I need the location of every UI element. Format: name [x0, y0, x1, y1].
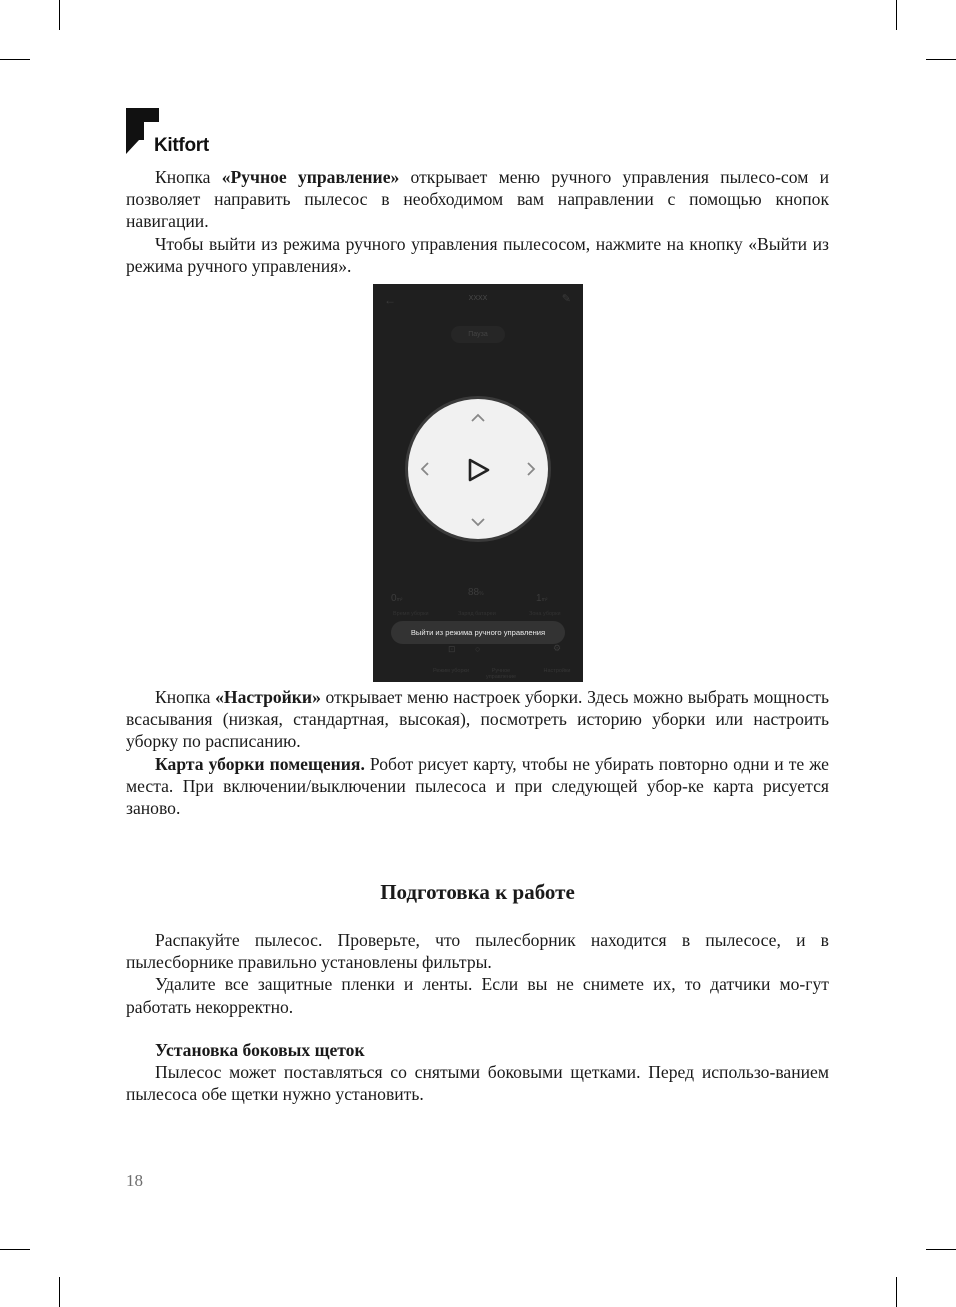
- back-arrow-icon[interactable]: ←: [384, 293, 396, 307]
- arrow-right-icon[interactable]: [528, 463, 534, 475]
- manual-icon[interactable]: ○: [475, 644, 481, 654]
- play-icon[interactable]: [470, 460, 488, 480]
- edit-icon[interactable]: ✎: [561, 293, 571, 305]
- crop-mark: [0, 59, 30, 60]
- remove-films-paragraph: Удалите все защитные пленки и ленты. Если вы не снимете их, то датчики мо-гут работать некорректно.: [126, 974, 829, 1017]
- settings-text: [126, 686, 829, 819]
- room-map-paragraph: [126, 753, 829, 820]
- exit-manual-mode-button[interactable]: Выйти из режима ручного управления: [391, 621, 565, 644]
- nav-settings[interactable]: Настройки: [543, 668, 571, 674]
- section-title: Подготовка к работе: [380, 880, 575, 904]
- crop-mark: [926, 59, 956, 60]
- side-brushes-paragraph: Пылесос может поставляться со снятыми боковыми щетками. Перед использо-ванием пылесоса обе щетки нужно установить.: [126, 1062, 829, 1105]
- exit-manual-paragraph: Чтобы выйти из режима ручного управления пылесосом, нажмите на кнопку «Выйти из режима ручного управления».: [126, 233, 829, 276]
- manual-control-paragraph: [126, 166, 829, 233]
- nav-cleaning-mode[interactable]: Режим уборки: [432, 668, 470, 674]
- crop-mark: [926, 1249, 956, 1250]
- page-number: 18: [126, 1171, 143, 1190]
- paragraph-label: Кнопка: [155, 167, 222, 187]
- cleaning-area-value: 1m²: [536, 593, 548, 604]
- battery-value: 88%: [468, 587, 484, 598]
- nav-manual-control[interactable]: Ручное управление: [485, 668, 517, 680]
- arrow-left-icon[interactable]: [422, 463, 428, 475]
- paragraph-text: Робот рисует карту, чтобы не убирать повторно одни и те же места. При включении/выключении пылесоса и при следующей убор-ке карта рисуется заново.: [126, 753, 829, 819]
- crop-mark: [0, 1249, 30, 1250]
- settings-term: «Настройки»: [215, 687, 321, 707]
- battery-label: Заряд батареи: [458, 611, 496, 617]
- pause-button[interactable]: Пауза: [451, 326, 505, 343]
- paragraph-text: открывает меню настроек уборки. Здесь можно выбрать мощность всасывания (низкая, стандартная, высокая), посмотреть историю уборки или настроить уборку по расписанию.: [126, 687, 829, 752]
- side-brushes-text: [126, 1061, 829, 1105]
- paragraph-text: открывает меню ручного управления пылесо-сом и позволяет направить пылесос в необходимом вам направлении с помощью кнопок навигации.: [126, 167, 829, 232]
- unpack-paragraph: Распакуйте пылесос. Проверьте, что пылесборник находится в пылесосе, и в пылесборнике правильно установлены фильтры.: [126, 930, 829, 973]
- crop-mark: [59, 0, 60, 30]
- crop-mark: [896, 1277, 897, 1307]
- direction-pad: [408, 399, 548, 539]
- brand-logo-text: Kitfort: [154, 135, 209, 156]
- settings-icon[interactable]: ⚙: [553, 643, 562, 653]
- paragraph-label: Кнопка: [155, 687, 216, 707]
- crop-mark: [896, 0, 897, 30]
- intro-text: [126, 166, 829, 277]
- arrow-up-icon[interactable]: [472, 415, 484, 421]
- arrow-down-icon[interactable]: [472, 519, 484, 525]
- app-screenshot: [373, 284, 583, 682]
- room-map-term: Карта уборки помещения.: [155, 753, 365, 774]
- cleaning-time-label: Время уборки: [393, 611, 429, 617]
- crop-mark: [59, 1277, 60, 1307]
- device-title: XXXX: [468, 295, 488, 302]
- side-brushes-heading: Установка боковых щеток: [155, 1040, 365, 1060]
- preparation-text: [126, 929, 829, 1018]
- cleaning-area-label: Зона уборки: [529, 611, 561, 617]
- cleaning-time-value: 0m²: [391, 593, 403, 604]
- settings-paragraph: [126, 686, 829, 753]
- mode-icon[interactable]: ⊡: [448, 644, 456, 654]
- manual-control-term: «Ручное управление»: [221, 167, 400, 187]
